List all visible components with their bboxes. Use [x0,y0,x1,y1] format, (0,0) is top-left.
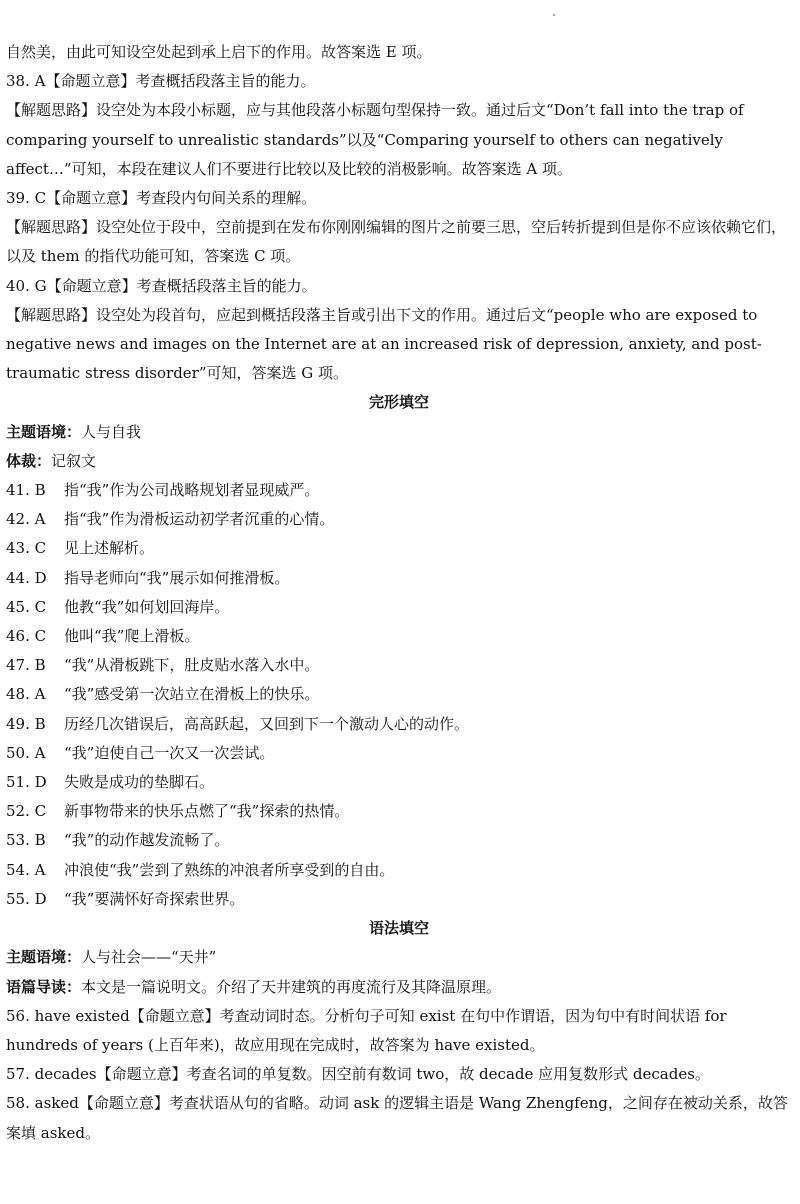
cloze-answer-row [6,476,792,505]
answer-58: 58. asked【命题立意】考查状语从句的省略。动词 ask 的逻辑主语是 Wang Zhengfeng，之间存在被动关系，故答案填 asked。 [6,1094,788,1142]
answer-40: 40. G【命题立意】考查概括段落主旨的能力。 [6,276,317,295]
cloze-answer-row [6,710,792,739]
cloze-answer-row [6,534,792,563]
cloze-genre-value: 记叙文 [51,451,97,470]
cloze-answer-number: 44. D [6,568,47,587]
cloze-answer-row [6,564,792,593]
scan-dot [553,14,555,16]
cloze-header: 完形填空 [368,393,429,412]
cloze-answer-row [6,856,792,885]
cloze-answer-row [6,622,792,651]
cloze-answer-explanation: 失败是成功的垫脚石。 [64,773,215,792]
analysis-40: 【解题思路】设空处为段首句，应起到概括段落主旨或引出下文的作用。通过后文“people who are exposed to negative news and images on the Internet are at an increased risk of depression, anxiety, and post-traumatic stress disorder”可知，答案选 G 项。 [6,305,762,383]
cloze-theme-label: 主题语境： [6,422,82,441]
cloze-answer-explanation: “我”从滑板跳下，肚皮贴水落入水中。 [64,656,320,675]
cloze-answer-row [6,593,792,622]
cloze-answer-number: 50. A [6,743,46,762]
cloze-answer-explanation: 他叫“我”爬上滑板。 [64,627,200,646]
reading-paragraph-end: 自然美，由此可知设空处起到承上启下的作用。故答案选 E 项。 [6,43,432,61]
cloze-answer-number: 45. C [6,597,47,616]
cloze-answer-explanation: 指“我”作为滑板运动初学者沉重的心情。 [64,510,335,529]
cloze-answer-row [6,505,792,534]
cloze-answer-number: 41. B [6,481,46,500]
cloze-answer-list [6,476,792,914]
answer-57: 57. decades【命题立意】考查名词的单复数。因空前有数词 two，故 decade 应用复数形式 decades。 [6,1065,710,1084]
cloze-answer-explanation: 冲浪使“我”尝到了熟练的冲浪者所享受到的自由。 [64,860,395,879]
cloze-answer-number: 51. D [6,773,47,792]
cloze-answer-number: 43. C [6,539,47,558]
cloze-answer-row [6,680,792,709]
grammar-theme-value: 人与社会——“天井” [81,948,217,967]
answer-38: 38. A【命题立意】考查概括段落主旨的能力。 [6,72,316,91]
cloze-answer-number: 46. C [6,627,47,646]
cloze-answer-number: 54. A [6,860,46,879]
cloze-answer-row [6,797,792,826]
answer-page [6,38,792,1148]
cloze-genre-label: 体裁： [6,451,52,470]
cloze-answer-explanation: “我”感受第一次站立在滑板上的快乐。 [64,685,320,704]
cloze-answer-number: 47. B [6,656,46,675]
cloze-theme [6,418,792,447]
cloze-answer-explanation: 指“我”作为公司战略规划者显现威严。 [64,481,320,500]
cloze-answer-explanation: 历经几次错误后，高高跃起，又回到下一个激动人心的动作。 [64,714,470,733]
answer-39: 39. C【命题立意】考查段内句间关系的理解。 [6,189,317,208]
grammar-theme [6,943,792,972]
analysis-38: 【解题思路】设空处为本段小标题，应与其他段落小标题句型保持一致。通过后文“Don’t fall into the trap of comparing yourself to unrealistic standards”以及“Comparing yourself to others can negatively affect…”可知，本段在建议人们不要进行比较以及比较的消极影响。故答案选 A 项。 [6,101,744,178]
cloze-answer-explanation: 新事物带来的快乐点燃了“我”探索的热情。 [64,802,350,821]
grammar-guide [6,973,792,1002]
grammar-theme-label: 主题语境： [6,948,82,967]
analysis-39: 【解题思路】设空处位于段中，空前提到在发布你刚刚编辑的图片之前要三思，空后转折提到但是你不应该依赖它们，以及 them 的指代功能可知，答案选 C 项。 [6,218,787,266]
grammar-header: 语法填空 [368,919,429,938]
grammar-guide-label: 语篇导读： [6,977,82,996]
cloze-answer-number: 53. B [6,831,46,850]
cloze-answer-number: 48. A [6,685,46,704]
cloze-theme-value: 人与自我 [81,422,142,441]
grammar-guide-value: 本文是一篇说明文。介绍了天井建筑的再度流行及其降温原理。 [81,977,502,996]
cloze-answer-number: 52. C [6,802,47,821]
cloze-answer-number: 42. A [6,510,46,529]
cloze-answer-row [6,768,792,797]
cloze-answer-row [6,651,792,680]
cloze-answer-number: 49. B [6,714,46,733]
cloze-answer-row [6,826,792,855]
cloze-answer-explanation: 他教“我”如何划回海岸。 [64,597,230,616]
cloze-answer-explanation: “我”要满怀好奇探索世界。 [64,889,245,908]
cloze-genre [6,447,792,476]
cloze-answer-explanation: 见上述解析。 [64,539,155,558]
cloze-answer-row [6,739,792,768]
cloze-answer-row [6,885,792,914]
cloze-answer-explanation: “我”的动作越发流畅了。 [64,831,230,850]
cloze-answer-explanation: 指导老师向“我”展示如何推滑板。 [64,568,290,587]
cloze-answer-explanation: “我”迫使自己一次又一次尝试。 [64,743,275,762]
cloze-answer-number: 55. D [6,889,47,908]
answer-56: 56. have existed【命题立意】考查动词时态。分析句子可知 exist 在句中作谓语，因为句中有时间状语 for hundreds of years (上百年来)，故应用现在完成时，故答案为 have existed。 [6,1006,727,1054]
